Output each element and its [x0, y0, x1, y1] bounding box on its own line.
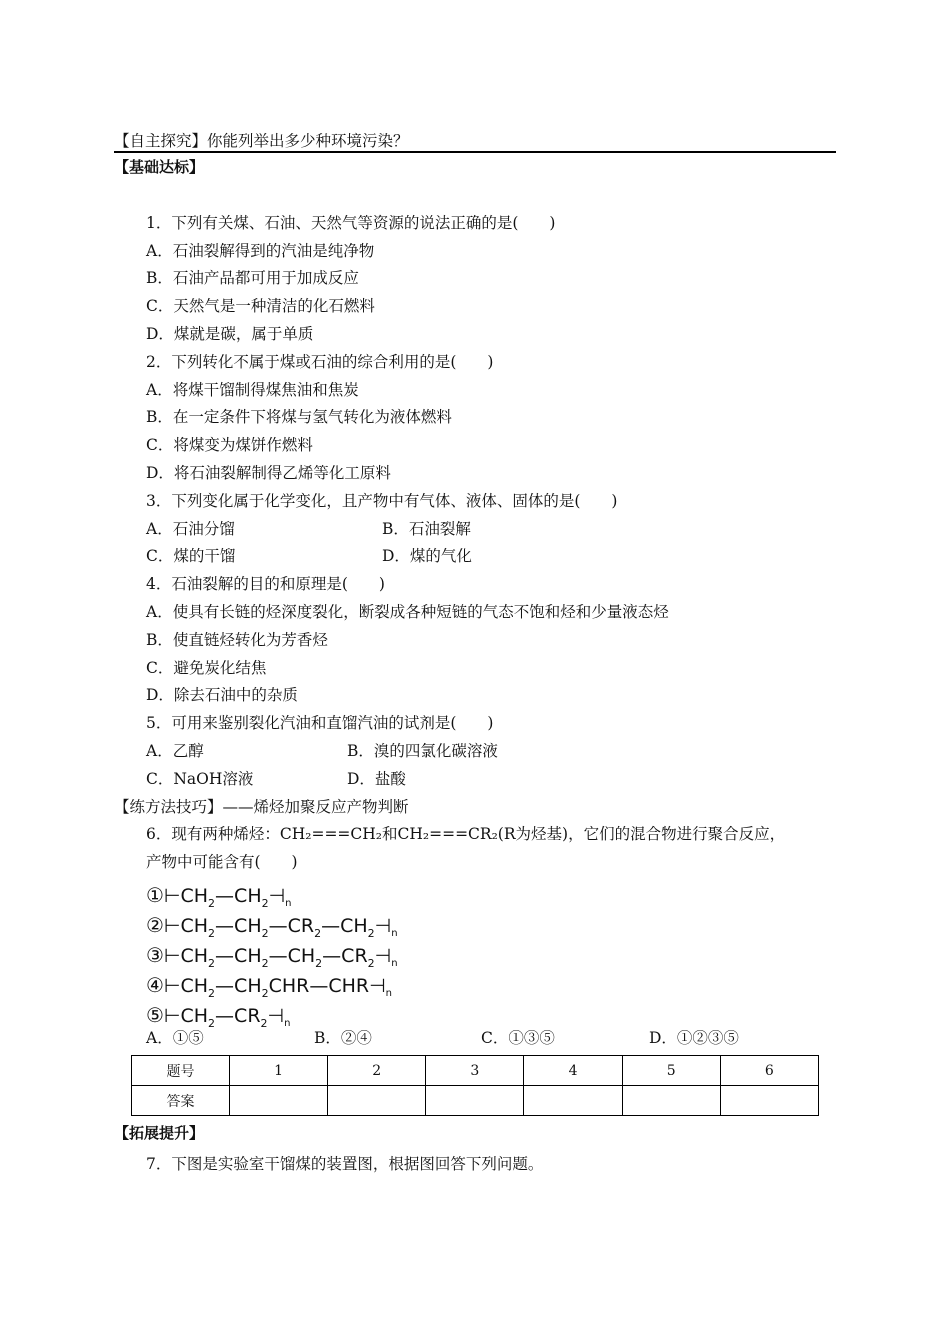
explore-prompt: 【自主探究】你能列举出多少种环境污染？ — [114, 132, 409, 150]
structure-formula-5 — [146, 1002, 290, 1028]
table-header-cell: 6 — [720, 1056, 818, 1086]
method-section-header: 【练方法技巧】——烯烃加聚反应产物判断 — [114, 798, 409, 816]
q3-stem: 3．下列变化属于化学变化，且产物中有气体、液体、固体的是( ) — [146, 492, 618, 510]
answer-cell-6[interactable] — [720, 1086, 818, 1116]
table-header-cell: 4 — [524, 1056, 622, 1086]
structure-formula-4 — [146, 972, 392, 998]
structure-formula-2 — [146, 912, 398, 938]
q3-option-c: C．煤的干馏 — [146, 547, 236, 565]
q5-stem: 5．可用来鉴别裂化汽油和直馏汽油的试剂是( ) — [146, 714, 494, 732]
formula-4-structure: $⊢CH_2—CH_2CHR—CHR⊣_n$ — [163, 975, 393, 1000]
extend-section-header: 【拓展提升】 — [114, 1124, 205, 1142]
q3-option-d: D．煤的气化 — [382, 547, 472, 565]
table-row — [132, 1086, 819, 1116]
formula-5-structure: $⊢CH_2—CR_2⊣_n$ — [163, 1005, 291, 1030]
table-row-label: 答案 — [132, 1086, 230, 1116]
answer-cell-3[interactable] — [426, 1086, 524, 1116]
table-row — [132, 1056, 819, 1086]
q1-option-d: D．煤就是碳，属于单质 — [146, 325, 314, 343]
formula-2-number: ② — [146, 913, 164, 937]
structure-formula-1 — [146, 882, 292, 908]
q6-option-b: B．②④ — [314, 1029, 372, 1047]
formula-2-structure: $⊢CH_2—CH_2—CR_2—CH_2⊣_n$ — [163, 915, 398, 940]
q2-option-c: C．将煤变为煤饼作燃料 — [146, 436, 313, 454]
formula-4-number: ④ — [146, 973, 164, 997]
q6-stem-continued: 产物中可能含有( ) — [146, 853, 298, 871]
answer-table — [131, 1055, 819, 1116]
formula-3-number: ③ — [146, 943, 164, 967]
q5-option-c: C．NaOH溶液 — [146, 770, 254, 788]
answer-cell-2[interactable] — [328, 1086, 426, 1116]
q5-option-d: D．盐酸 — [347, 770, 406, 788]
q4-option-a: A．使具有长链的烃深度裂化，断裂成各种短链的气态不饱和烃和少量液态烃 — [146, 603, 669, 621]
q2-option-d: D．将石油裂解制得乙烯等化工原料 — [146, 464, 391, 482]
table-header-cell: 1 — [230, 1056, 328, 1086]
q2-option-b: B．在一定条件下将煤与氢气转化为液体燃料 — [146, 408, 452, 426]
q3-option-b: B．石油裂解 — [382, 520, 471, 538]
q3-option-a: A．石油分馏 — [146, 520, 235, 538]
q5-option-a: A．乙醇 — [146, 742, 204, 760]
answer-cell-5[interactable] — [622, 1086, 720, 1116]
q6-option-c: C．①③⑤ — [481, 1029, 555, 1047]
formula-1-number: ① — [146, 883, 164, 907]
q6-option-d: D．①②③⑤ — [649, 1029, 739, 1047]
table-header-cell: 题号 — [132, 1056, 230, 1086]
basic-section-header: 【基础达标】 — [114, 158, 205, 176]
q2-stem: 2．下列转化不属于煤或石油的综合利用的是( ) — [146, 353, 494, 371]
q4-option-d: D．除去石油中的杂质 — [146, 686, 298, 704]
q5-option-b: B．溴的四氯化碳溶液 — [347, 742, 498, 760]
answer-cell-1[interactable] — [230, 1086, 328, 1116]
formula-3-structure: $⊢CH_2—CH_2—CH_2—CR_2⊣_n$ — [163, 945, 398, 970]
q4-option-c: C．避免炭化结焦 — [146, 659, 267, 677]
table-header-cell: 3 — [426, 1056, 524, 1086]
q6-option-a: A．①⑤ — [146, 1029, 204, 1047]
q1-option-c: C．天然气是一种清洁的化石燃料 — [146, 297, 375, 315]
table-header-cell: 2 — [328, 1056, 426, 1086]
section-divider — [114, 151, 836, 153]
q4-option-b: B．使直链烃转化为芳香烃 — [146, 631, 328, 649]
q4-stem: 4．石油裂解的目的和原理是( ) — [146, 575, 385, 593]
q7-stem: 7．下图是实验室干馏煤的装置图，根据图回答下列问题。 — [146, 1155, 544, 1173]
answer-cell-4[interactable] — [524, 1086, 622, 1116]
q6-stem: 6．现有两种烯烃：CH₂===CH₂和CH₂===CR₂(R为烃基)，它们的混合物进行聚合反应， — [146, 825, 786, 843]
structure-formula-3 — [146, 942, 398, 968]
q1-stem: 1．下列有关煤、石油、天然气等资源的说法正确的是( ) — [146, 214, 556, 232]
q2-option-a: A．将煤干馏制得煤焦油和焦炭 — [146, 381, 359, 399]
q1-option-b: B．石油产品都可用于加成反应 — [146, 269, 359, 287]
q1-option-a: A．石油裂解得到的汽油是纯净物 — [146, 242, 375, 260]
table-header-cell: 5 — [622, 1056, 720, 1086]
formula-5-number: ⑤ — [146, 1003, 164, 1027]
formula-1-structure: $⊢CH_2—CH_2⊣_n$ — [163, 885, 292, 910]
